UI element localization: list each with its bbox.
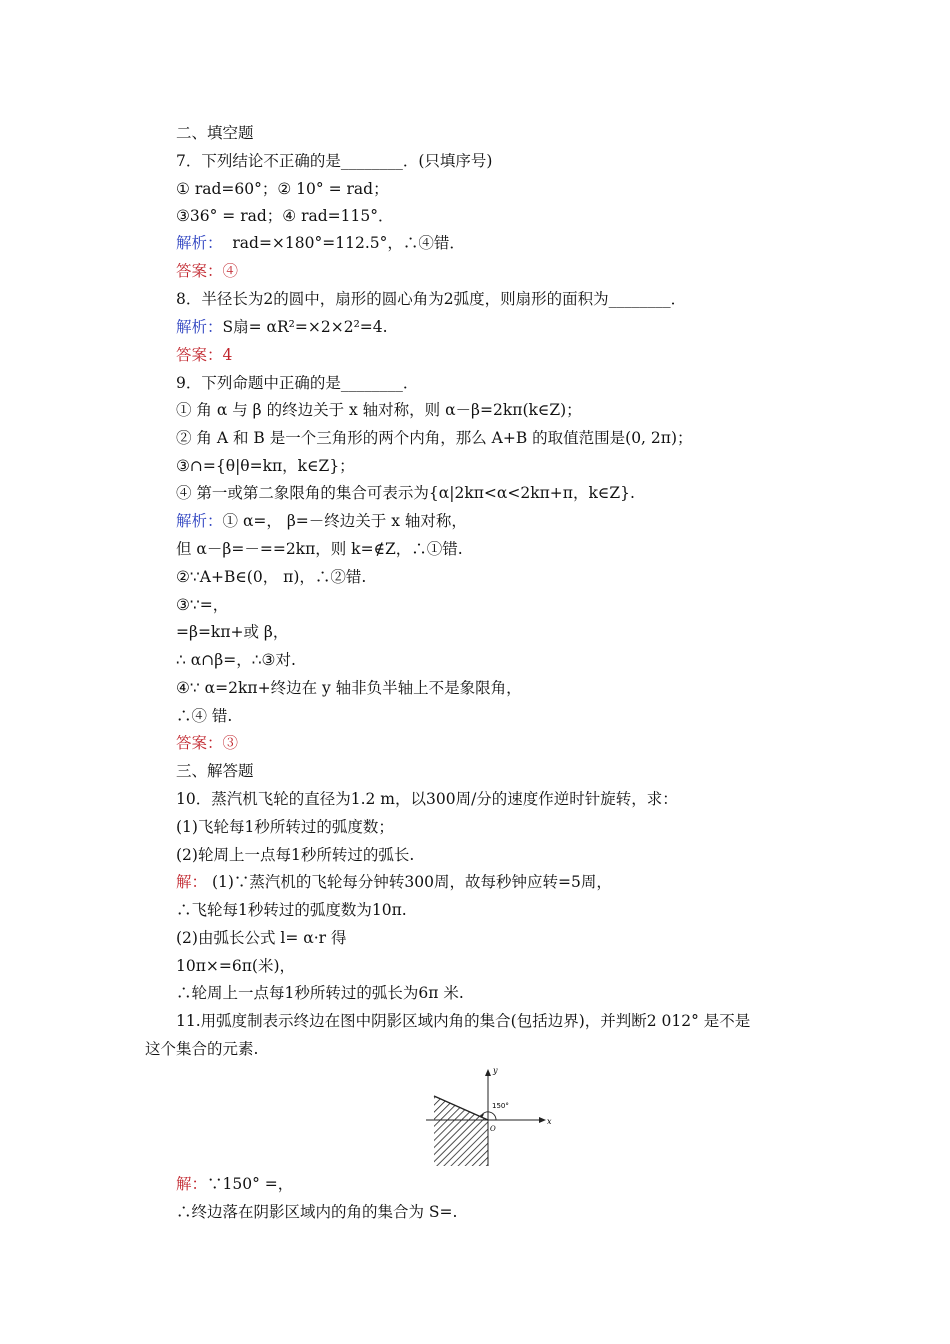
question-7-options-2: ③36° = rad；④ rad=115°． (176, 207, 394, 225)
question-11-solution-2: ∴终边落在阴影区域内的角的集合为 S=. (176, 1203, 458, 1221)
question-9-analysis-7: ④∵ α=2kπ+终边在 y 轴非负半轴上不是象限角， (176, 679, 522, 697)
analysis-label: 解析： (176, 234, 223, 252)
question-10-part-2: (2)轮周上一点每1秒所转过的弧长. (176, 846, 415, 864)
question-9-item-2: ② 角 A 和 B 是一个三角形的两个内角，那么 A+B 的取值范围是(0, 2π)； (176, 429, 693, 447)
question-9-analysis-3: ②∵A+B∈(0， π)，∴②错. (176, 568, 367, 586)
question-9-analysis-8: ∴④ 错. (176, 707, 233, 725)
question-8-analysis: 解析：S扇= αR²=×2×2²=4. (176, 318, 388, 336)
question-9-item-4: ④ 第一或第二象限角的集合可表示为{α|2kπ<α<2kπ+π，k∈Z}. (176, 484, 635, 502)
question-7: 7．下列结论不正确的是________．(只填序号) (176, 152, 493, 170)
question-9-analysis: 解析：① α=， β=－终边关于 x 轴对称， (176, 512, 467, 530)
question-10-solution-4: 10π×=6π(米)， (176, 957, 296, 975)
solution-label: 解： (176, 873, 208, 891)
question-10: 10．蒸汽机飞轮的直径为1.2 m，以300周/分的速度作逆时针旋转，求： (176, 790, 678, 808)
question-9-analysis-2: 但 α－β=－==2kπ，则 k=∉Z，∴①错. (176, 540, 463, 558)
question-7-analysis: 解析： rad=×180°=112.5°，∴④错． (176, 234, 465, 252)
shaded-region (434, 1096, 488, 1166)
question-7-answer: 答案：④ (176, 262, 239, 280)
question-10-solution-2: ∴飞轮每1秒转过的弧度数为10π. (176, 901, 407, 919)
question-11-cont: 这个集合的元素. (145, 1040, 259, 1058)
question-9-analysis-4: ③∵=， (176, 596, 229, 614)
question-8-answer: 答案：4 (176, 346, 233, 364)
question-9-analysis-6: ∴ α∩β=，∴③对. (176, 651, 296, 669)
question-9: 9．下列命题中正确的是________． (176, 374, 419, 392)
question-9-answer: 答案：③ (176, 734, 239, 752)
solution-label: 解： (176, 1175, 208, 1193)
x-axis-label: x (547, 1117, 552, 1126)
origin-label: O (490, 1125, 496, 1133)
y-axis-arrow-icon (485, 1069, 491, 1076)
question-10-part-1: (1)飞轮每1秒所转过的弧度数； (176, 818, 394, 836)
question-10-solution: 解： (1)∵蒸汽机的飞轮每分钟转300周，故每秒钟应转=5周， (176, 873, 612, 891)
y-axis-label: y (493, 1066, 498, 1075)
analysis-label: 解析： (176, 512, 223, 530)
x-axis-arrow-icon (539, 1117, 546, 1123)
section-heading-solve: 三、解答题 (176, 762, 254, 780)
section-heading-fill-blank: 二、填空题 (176, 124, 254, 142)
question-10-solution-5: ∴轮周上一点每1秒所转过的弧长为6π 米. (176, 984, 464, 1002)
question-9-analysis-5: =β=kπ+或 β， (176, 623, 289, 641)
question-11: 11.用弧度制表示终边在图中阴影区域内角的集合(包括边界)，并判断2 012° 是不是 (176, 1012, 751, 1030)
analysis-label: 解析： (176, 318, 223, 336)
question-9-item-1: ① 角 α 与 β 的终边关于 x 轴对称，则 α－β=2kπ(k∈Z)； (176, 401, 582, 419)
question-10-solution-3: (2)由弧长公式 l= α·r 得 (176, 929, 347, 947)
question-8: 8．半径长为2的圆中，扇形的圆心角为2弧度，则扇形的面积为________． (176, 290, 687, 308)
question-7-options-1: ① rad=60°；② 10° = rad； (176, 180, 389, 198)
angle-figure (420, 1062, 560, 1172)
question-9-item-3: ③∩={θ|θ=kπ，k∈Z}； (176, 457, 355, 475)
question-11-solution: 解：∵150° =， (176, 1175, 294, 1193)
angle-label: 150° (492, 1102, 509, 1110)
